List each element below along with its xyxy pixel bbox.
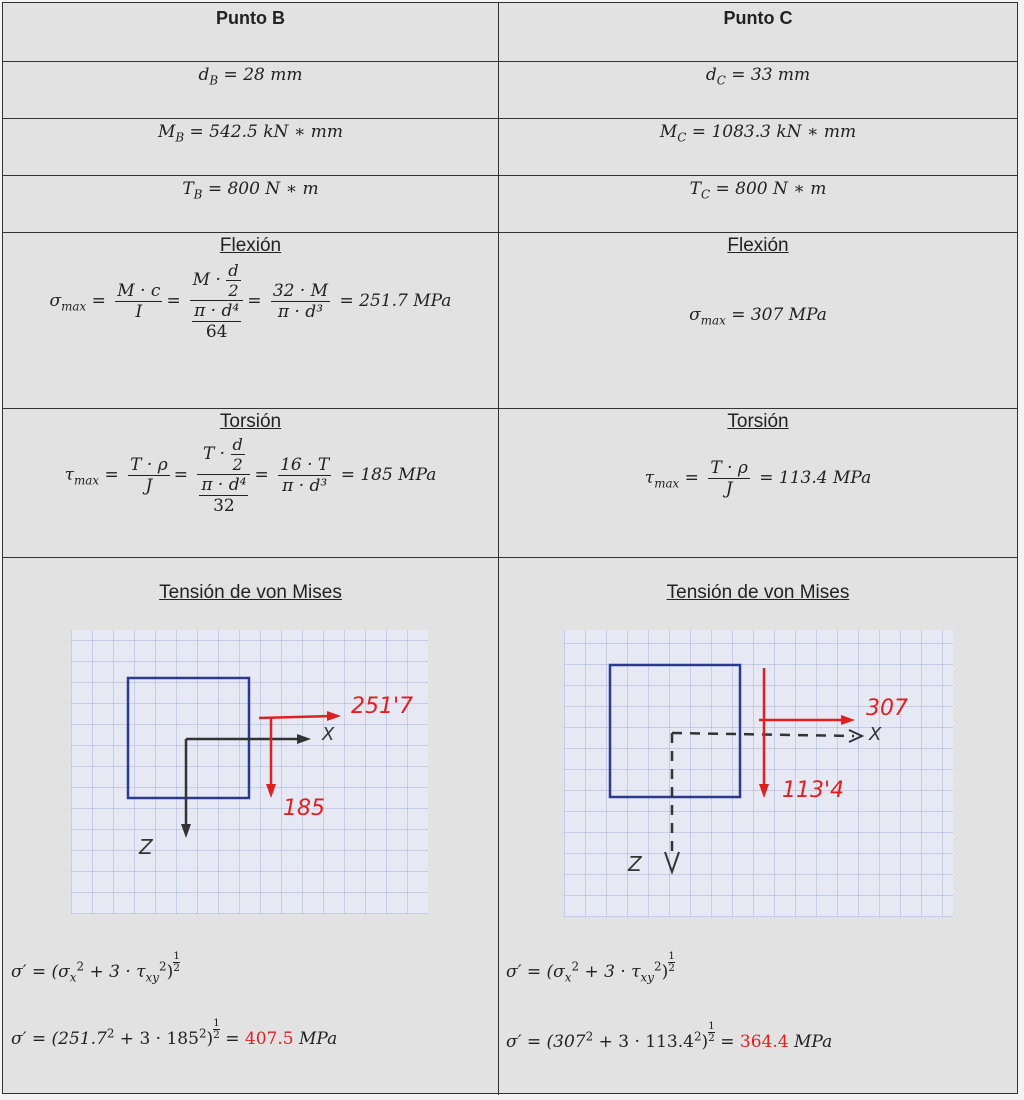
element-square-c — [610, 665, 740, 797]
moment-b: $M_B = 542.5$ kN ∗ mm — [157, 122, 344, 145]
torque-b: $T_B = 800$ N ∗ m — [182, 179, 319, 202]
moment-c: $M_C = 1083.3$ kN ∗ mm — [659, 122, 857, 145]
row-divider — [3, 118, 1017, 119]
von-mises-general-eq-c: $\sigma' = (\sigma_x^2 + 3 \cdot \tau_{xy}^2)$ $\frac{1}{2}$ — [506, 950, 675, 985]
von-mises-result-eq-b: $\sigma' = (251.7^2 + 3 \cdot 185^2)$ $\frac{1}{2}$ = 407.5 MPa — [11, 1017, 338, 1050]
flexion-title-b: Flexión — [219, 235, 282, 256]
diameter-b: $d_B = 28$ mm — [198, 65, 303, 88]
diameter-c: $d_C = 33$ mm — [705, 65, 811, 88]
flexion-title-c: Flexión — [727, 235, 789, 256]
tau-label-c: 113'4 — [782, 778, 845, 803]
stress-sketch-photo-c — [564, 630, 953, 917]
sigma-max-formula-b: $\sigma_{max}$ = $\frac{M \cdot c}{I}$ = M · $\frac{d}{2}$ π · d⁴ 64 = $\frac{32 \cdot M}{\text{π · d³}}$ = 251.7 MPa — [49, 261, 452, 342]
torsion-title-b: Torsión — [219, 411, 282, 432]
z-label-c: Z — [628, 852, 642, 876]
stress-sketch-photo-b — [71, 630, 428, 914]
torque-c: $T_C = 800$ N ∗ m — [689, 179, 827, 202]
tau-label-b: 185 — [283, 796, 325, 821]
row-divider — [3, 175, 1017, 176]
row-divider — [3, 557, 1017, 558]
results-table — [2, 2, 1018, 1094]
x-label-b: X — [322, 724, 335, 745]
row-divider — [3, 408, 1017, 409]
header-punto-b: Punto B — [216, 8, 285, 28]
tau-max-formula-c: $\tau_{max}$ = $\frac{T \cdot \rho}{J}$ = 113.4 MPa — [644, 458, 872, 499]
column-divider — [498, 3, 499, 1095]
sigma-label-c: 307 — [866, 696, 908, 721]
sigma-max-formula-c: $\sigma_{max} = 307$ MPa — [689, 305, 827, 328]
row-divider — [3, 232, 1017, 233]
von-mises-result-eq-c: $\sigma' = (307^2 + 3 \cdot 113.4^2)$ $\frac{1}{2}$ = 364.4 MPa — [506, 1020, 833, 1053]
header-punto-c: Punto C — [723, 8, 793, 28]
von-mises-title-b: Tensión de von Mises — [159, 582, 342, 603]
von-mises-general-eq-b: $\sigma' = (\sigma_x^2 + 3 \cdot \tau_{xy}^2)$ $\frac{1}{2}$ — [11, 950, 180, 985]
von-mises-value-b: 407.5 — [244, 1029, 294, 1050]
sigma-label-b: 251'7 — [351, 694, 414, 719]
x-label-c: X — [869, 724, 882, 745]
tau-max-formula-b: $\tau_{max}$ = $\frac{T \cdot \rho}{J}$ = T · $\frac{d}{2}$ π · d⁴ 32 = $\frac{16 \cdot T}{\text{π · d³}}$ = 185 MPa — [64, 435, 437, 516]
von-mises-title-c: Tensión de von Mises — [666, 582, 850, 603]
z-label-b: Z — [139, 835, 153, 859]
row-divider — [3, 61, 1017, 62]
von-mises-value-c: 364.4 — [739, 1032, 789, 1053]
torsion-title-c: Torsión — [727, 411, 789, 432]
sigma-arrow-b — [259, 716, 333, 718]
